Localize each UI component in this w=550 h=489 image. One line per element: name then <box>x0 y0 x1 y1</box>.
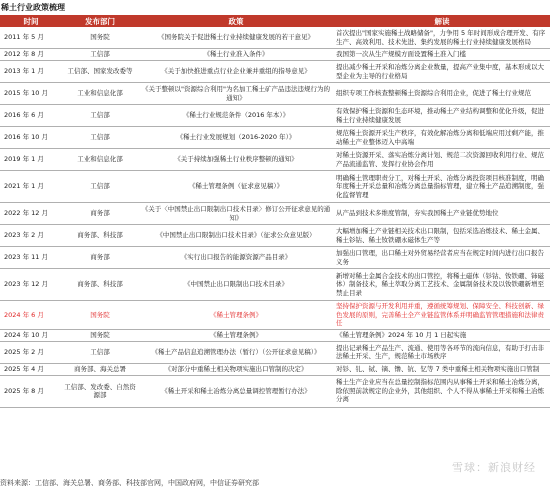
table-row <box>0 27 550 49</box>
header-policy: 政策 <box>138 15 334 27</box>
cell-interpretation: 稀土生产企业应当在总量控制指标范围内从事稀土开采和稀土冶炼分离，除依照前款规定的企业外，其他组织、个人不得从事稀土开采和稀土冶炼分离 <box>334 375 550 407</box>
cell-time: 2025 年 4 月 <box>0 363 62 375</box>
cell-interpretation: 对稀土资源开采、落实冶炼分离计划、规范二次资源回收利用行业、规范产品流通监管、发挥行业协会作用 <box>334 149 550 171</box>
cell-time: 2013 年 1 月 <box>0 61 62 83</box>
cell-interpretation: 加强出口管理，出口稀土对外贸易经营者应当在规定时间内进行出口报告义务 <box>334 247 550 269</box>
cell-policy: 《关于整顿以"资源综合利用"为名加工稀土矿产品违法违规行为的通知》 <box>138 83 334 105</box>
cell-time: 2015 年 10 月 <box>0 83 62 105</box>
cell-policy: 《稀土管理条例（征求意见稿）》 <box>138 171 334 203</box>
table-row <box>0 329 550 341</box>
cell-interpretation: 规范稀土资源开采生产秩序，有效化解冶炼分离和低端应用过剩产能，推动稀土产业整体迈入中高端 <box>334 127 550 149</box>
cell-policy: 《国务院关于促进稀土行业持续健康发展的若干意见》 <box>138 27 334 49</box>
cell-time: 2012 年 8 月 <box>0 49 62 61</box>
cell-time: 2024 年 6 月 <box>0 301 62 330</box>
cell-policy: 《中国禁止出口限制出口技术目录》（征求公众意见版） <box>138 225 334 247</box>
cell-time: 2023 年 12 月 <box>0 269 62 301</box>
cell-department: 工信部 <box>62 341 138 363</box>
cell-time: 2022 年 12 月 <box>0 203 62 225</box>
cell-interpretation: 我国第一次从生产规模方面设置稀土准入门槛 <box>334 49 550 61</box>
cell-time: 2024 年 10 月 <box>0 329 62 341</box>
cell-policy: 《稀土开采和稀土冶炼分离总量调控管理暂行办法》 <box>138 375 334 407</box>
cell-department: 工信部、国家发改委等 <box>62 61 138 83</box>
cell-policy: 《关于〈中国禁止出口限制出口技术目录〉修订公开征求意见的通知》 <box>138 203 334 225</box>
source-note: 资料来源：工信部、海关总署、商务部、科技部官网，中国政府网，中信证券研究部 <box>0 479 259 487</box>
cell-department: 国务院 <box>62 27 138 49</box>
table-row <box>0 149 550 171</box>
cell-department: 商务部、科技部 <box>62 269 138 301</box>
header-time: 时间 <box>0 15 62 27</box>
cell-department: 商务部、海关总署 <box>62 363 138 375</box>
cell-interpretation: 明确稀土管理职责分工，对稀土开采、冶炼分离投资项目核准制度，明确年度稀土开采总量和冶炼分离总量指标管理，建立稀土产品追溯制度，强化监督管理 <box>334 171 550 203</box>
table-row <box>0 269 550 301</box>
table-header-row <box>0 15 550 27</box>
page-title: 稀土行业政策梳理 <box>1 3 65 12</box>
cell-time: 2023 年 2 月 <box>0 225 62 247</box>
cell-time: 2011 年 5 月 <box>0 27 62 49</box>
cell-department: 工信部 <box>62 105 138 127</box>
watermark: 雪球：新浪财经 <box>452 461 536 474</box>
table-body <box>0 27 550 407</box>
header-interpretation: 解读 <box>334 15 550 27</box>
table-row <box>0 61 550 83</box>
cell-policy: 《稀土管理条例》 <box>138 301 334 330</box>
cell-interpretation: 从产品到技术多维度管制，夯实我国稀土产业链优势地位 <box>334 203 550 225</box>
cell-interpretation: 对钐、钆、铽、镝、镥、钪、钇等 7 类中重稀土相关物项实施出口管制 <box>334 363 550 375</box>
cell-department: 工信部、发改委、自然资源部 <box>62 375 138 407</box>
table-row <box>0 105 550 127</box>
cell-department: 工业和信息化部 <box>62 83 138 105</box>
cell-policy: 《对部分中重稀土相关物项实施出口管制的决定》 <box>138 363 334 375</box>
cell-interpretation: 有效保护稀土资源和生态环境，推动稀土产业结构调整和优化升级，促进稀土行业持续健康发展 <box>334 105 550 127</box>
cell-interpretation: 坚持保护资源与开发利用并重，遵循统筹规划、保障安全、科技创新、绿色发展的原则，完善稀土全产业链监管体系并明确监管管理措施和法律责任 <box>334 301 550 330</box>
policy-table <box>0 15 550 408</box>
table-row <box>0 203 550 225</box>
cell-interpretation: 组织专项工作核查整顿稀土资源综合利用企业，促进了稀土行业规范 <box>334 83 550 105</box>
cell-interpretation: 提出减少稀土开采和冶炼分离企业数量，提高产业集中度，基本形成以大型企业为主导的行业格局 <box>334 61 550 83</box>
cell-policy: 《关于持续加强稀土行业秩序整顿的通知》 <box>138 149 334 171</box>
cell-department: 商务部 <box>62 203 138 225</box>
cell-department: 国务院 <box>62 301 138 330</box>
cell-interpretation: 大幅增加稀土产业链相关技术出口限制，包括采选冶炼技术、稀土金属、稀土钐钴、稀土钕铁硼永磁体生产等 <box>334 225 550 247</box>
cell-policy: 《关于加快推进重点行业企业兼并重组的指导意见》 <box>138 61 334 83</box>
table-row <box>0 171 550 203</box>
cell-policy: 《稀土产品信息追溯管理办法（暂行）（公开征求意见稿）》 <box>138 341 334 363</box>
cell-time: 2019 年 1 月 <box>0 149 62 171</box>
table-row <box>0 127 550 149</box>
cell-interpretation: 提出记录稀土产品生产、流通、使用等各环节的流向信息，有助于打击非法稀土开采、生产，规范稀土市场秩序 <box>334 341 550 363</box>
cell-time: 2016 年 10 月 <box>0 127 62 149</box>
cell-interpretation: 首次提出"国家实施稀土战略储备"，力争用 5 年时间形成合理开发、有序生产、高效利用、技术先进、集约发展的稀土行业持续健康发展格局 <box>334 27 550 49</box>
cell-time: 2025 年 8 月 <box>0 375 62 407</box>
cell-time: 2023 年 11 月 <box>0 247 62 269</box>
cell-department: 工信部 <box>62 171 138 203</box>
table-row <box>0 363 550 375</box>
table-row <box>0 301 550 330</box>
cell-department: 工信部 <box>62 49 138 61</box>
table-row <box>0 375 550 407</box>
cell-department: 商务部、科技部 <box>62 225 138 247</box>
cell-policy: 《实行出口报告的能源资源产品目录》 <box>138 247 334 269</box>
cell-time: 2021 年 1 月 <box>0 171 62 203</box>
table-row <box>0 247 550 269</box>
cell-department: 工业和信息化部 <box>62 149 138 171</box>
table-row <box>0 83 550 105</box>
cell-policy: 《稀土行业发展规划（2016-2020 年）》 <box>138 127 334 149</box>
cell-time: 2025 年 2 月 <box>0 341 62 363</box>
cell-policy: 《稀土行业规范条件（2016 年本）》 <box>138 105 334 127</box>
table-row <box>0 341 550 363</box>
cell-department: 国务院 <box>62 329 138 341</box>
cell-time: 2016 年 6 月 <box>0 105 62 127</box>
cell-policy: 《中国禁止出口限制出口技术目录》 <box>138 269 334 301</box>
cell-policy: 《稀土管理条例》 <box>138 329 334 341</box>
cell-department: 商务部 <box>62 247 138 269</box>
cell-policy: 《稀土行业准入条件》 <box>138 49 334 61</box>
cell-interpretation: 新增对稀土金属合金技术的出口管控，将稀土磁体（钐钴、钕铁硼、铈磁体）制备技术，稀土萃取分离工艺技术、金属制备技术及以钕铁硼新增至禁止目录 <box>334 269 550 301</box>
cell-interpretation: 《稀土管理条例》2024 年 10 月 1 日起实施 <box>334 329 550 341</box>
header-department: 发布部门 <box>62 15 138 27</box>
table-row <box>0 49 550 61</box>
table-row <box>0 225 550 247</box>
cell-department: 工信部 <box>62 127 138 149</box>
